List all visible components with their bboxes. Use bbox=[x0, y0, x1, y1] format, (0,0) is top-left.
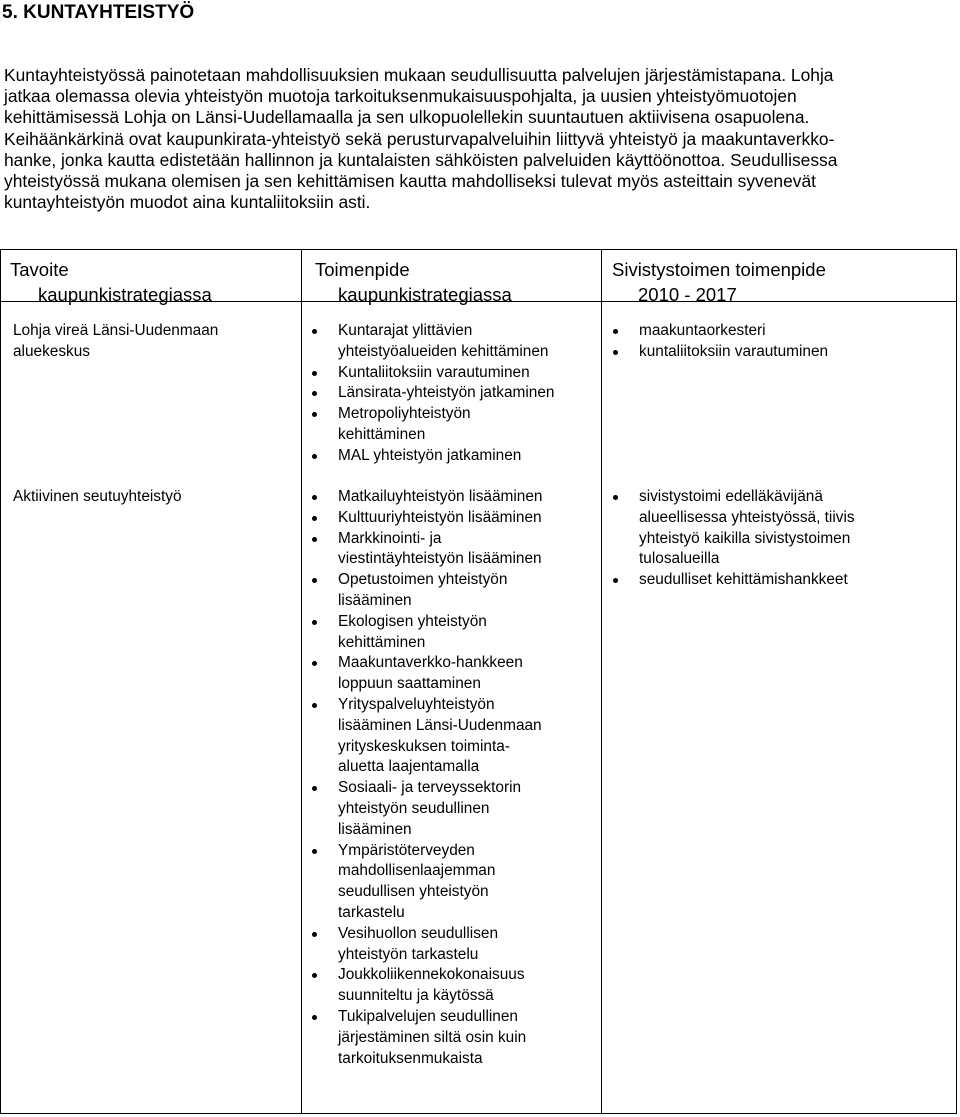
list-item bbox=[310, 383, 554, 404]
item-line: Kuntarajat ylittävien bbox=[338, 322, 473, 339]
item-line: kehittäminen bbox=[338, 425, 426, 443]
item-line: suunniteltu ja käytössä bbox=[338, 987, 494, 1005]
list-item bbox=[310, 924, 542, 966]
item-line: Yrityspalveluyhteistyön bbox=[338, 695, 495, 713]
intro-line: kuntayhteistyön muodot aina kuntaliitoksiin asti. bbox=[4, 192, 371, 213]
item-line: Ekologisen yhteistyön bbox=[338, 612, 487, 630]
table-header-measure bbox=[315, 257, 555, 307]
item-line: kuntaliitoksiin varautuminen bbox=[639, 342, 829, 360]
list-item bbox=[310, 508, 542, 529]
goal-line: Aktiivinen seutuyhteistyö bbox=[13, 488, 182, 505]
list-item bbox=[310, 446, 554, 467]
row-goal bbox=[13, 487, 182, 508]
table-header-education bbox=[612, 257, 872, 307]
item-line: lisääminen Länsi-Uudenmaan bbox=[338, 716, 542, 734]
table-column-divider bbox=[301, 249, 302, 1114]
item-line: aluetta laajentamalla bbox=[338, 758, 480, 776]
item-line: Joukkoliikennekokonaisuus bbox=[338, 966, 525, 984]
item-line: yrityskeskuksen toiminta- bbox=[338, 737, 510, 755]
item-line: Maakuntaverkko-hankkeen bbox=[338, 654, 523, 672]
list-item bbox=[310, 404, 554, 446]
list-item bbox=[310, 965, 542, 1007]
header-line: Tavoite bbox=[10, 259, 69, 280]
item-line: lisääminen bbox=[338, 591, 412, 609]
item-line: yhteistyön seudullinen bbox=[338, 799, 490, 817]
list-item bbox=[310, 570, 542, 612]
item-line: Matkailuyhteistyön lisääminen bbox=[338, 488, 543, 505]
list-item bbox=[611, 487, 855, 570]
goal-line: Lohja vireä Länsi-Uudenmaan bbox=[13, 322, 219, 339]
item-line: Kuntaliitoksiin varautuminen bbox=[338, 363, 530, 381]
item-line: Kulttuuriyhteistyön lisääminen bbox=[338, 508, 542, 526]
item-line: Metropoliyhteistyön bbox=[338, 405, 471, 423]
header-line: 2010 - 2017 bbox=[638, 284, 737, 305]
table-border-right bbox=[956, 249, 957, 1114]
intro-line: Keihäänkärkinä ovat kaupunkirata-yhteistyö sekä perusturvapalveluihin liittyvä yhteistyö ja maakuntaverkko- bbox=[4, 128, 835, 149]
item-line: sivistystoimi edelläkävijänä bbox=[639, 488, 823, 505]
list-item bbox=[310, 529, 542, 571]
list-item bbox=[611, 570, 855, 591]
table-border-bottom bbox=[0, 1113, 957, 1114]
item-line: mahdollisenlaajemman bbox=[338, 862, 496, 880]
intro-line: yhteistyössä mukana olemisen ja sen kehittämisen kautta mahdolliseksi tulevat myös asteittain syvenevät bbox=[4, 171, 816, 192]
item-line: Markkinointi- ja bbox=[338, 529, 442, 547]
header-line: Sivistystoimen toimenpide bbox=[612, 259, 826, 280]
row-goal bbox=[13, 321, 218, 363]
row-measures-list bbox=[310, 487, 542, 1069]
intro-line: kehittämisessä Lohja on Länsi-Uudellamaalla ja sen ulkopuolellekin suuntautuen aktiivisena osapuolena. bbox=[4, 107, 810, 128]
list-item bbox=[310, 612, 542, 654]
item-line: Sosiaali- ja terveyssektorin bbox=[338, 779, 522, 797]
table-header-goal bbox=[10, 257, 246, 307]
item-line: tarkastelu bbox=[338, 903, 405, 921]
item-line: Vesihuollon seudullisen bbox=[338, 924, 499, 942]
table-border-top bbox=[0, 249, 957, 250]
item-line: tulosalueilla bbox=[639, 550, 720, 568]
section-heading: 5. KUNTAYHTEISTYÖ bbox=[2, 2, 195, 23]
item-line: Ympäristöterveyden bbox=[338, 841, 475, 859]
item-line: alueellisessa yhteistyössä, tiivis bbox=[639, 508, 855, 526]
item-line: loppuun saattaminen bbox=[338, 675, 481, 693]
item-line: järjestäminen siltä osin kuin bbox=[338, 1028, 527, 1046]
item-line: Tukipalvelujen seudullinen bbox=[338, 1007, 518, 1025]
intro-line: hanke, jonka kautta edistetään hallinnon ja kuntalaisten sähköisten palveluiden käyttöönottoa. Seudullisessa bbox=[4, 149, 838, 170]
row-education-list bbox=[611, 321, 828, 363]
item-line: tarkoituksenmukaista bbox=[338, 1049, 483, 1067]
list-item bbox=[310, 778, 542, 840]
item-line: maakuntaorkesteri bbox=[639, 322, 766, 339]
list-item bbox=[310, 1007, 542, 1069]
list-item bbox=[611, 321, 828, 342]
item-line: seudulliset kehittämishankkeet bbox=[639, 571, 848, 589]
table-border-left bbox=[0, 249, 1, 1114]
intro-paragraph bbox=[4, 65, 958, 213]
item-line: yhteistyöalueiden kehittäminen bbox=[338, 342, 549, 360]
item-line: Länsirata-yhteistyön jatkaminen bbox=[338, 384, 555, 402]
header-line: kaupunkistrategiassa bbox=[38, 284, 212, 305]
item-line: yhteistyö kaikilla sivistystoimen bbox=[639, 529, 851, 547]
item-line: yhteistyön tarkastelu bbox=[338, 945, 479, 963]
list-item bbox=[310, 695, 542, 778]
row-education-list bbox=[611, 487, 855, 591]
table-column-divider bbox=[601, 249, 602, 1114]
header-line: Toimenpide bbox=[315, 259, 410, 280]
list-item bbox=[310, 653, 542, 695]
item-line: seudullisen yhteistyön bbox=[338, 883, 489, 901]
goal-line: aluekeskus bbox=[13, 342, 90, 360]
header-line: kaupunkistrategiassa bbox=[338, 284, 512, 305]
list-item bbox=[310, 487, 542, 508]
list-item bbox=[611, 342, 828, 363]
list-item bbox=[310, 363, 554, 384]
item-line: MAL yhteistyön jatkaminen bbox=[338, 446, 522, 464]
list-item bbox=[310, 841, 542, 924]
intro-line: jatkaa olemassa olevia yhteistyön muotoja tarkoituksenmukaisuuspohjalta, ja uusien yhteistyömuotojen bbox=[4, 86, 797, 107]
item-line: Opetustoimen yhteistyön bbox=[338, 571, 508, 589]
row-measures-list bbox=[310, 321, 554, 467]
intro-line: Kuntayhteistyössä painotetaan mahdollisuuksien mukaan seudullisuutta palvelujen järjestämistapana. Lohja bbox=[4, 65, 834, 85]
list-item bbox=[310, 321, 554, 363]
item-line: kehittäminen bbox=[338, 633, 426, 651]
item-line: viestintäyhteistyön lisääminen bbox=[338, 550, 542, 568]
item-line: lisääminen bbox=[338, 820, 412, 838]
